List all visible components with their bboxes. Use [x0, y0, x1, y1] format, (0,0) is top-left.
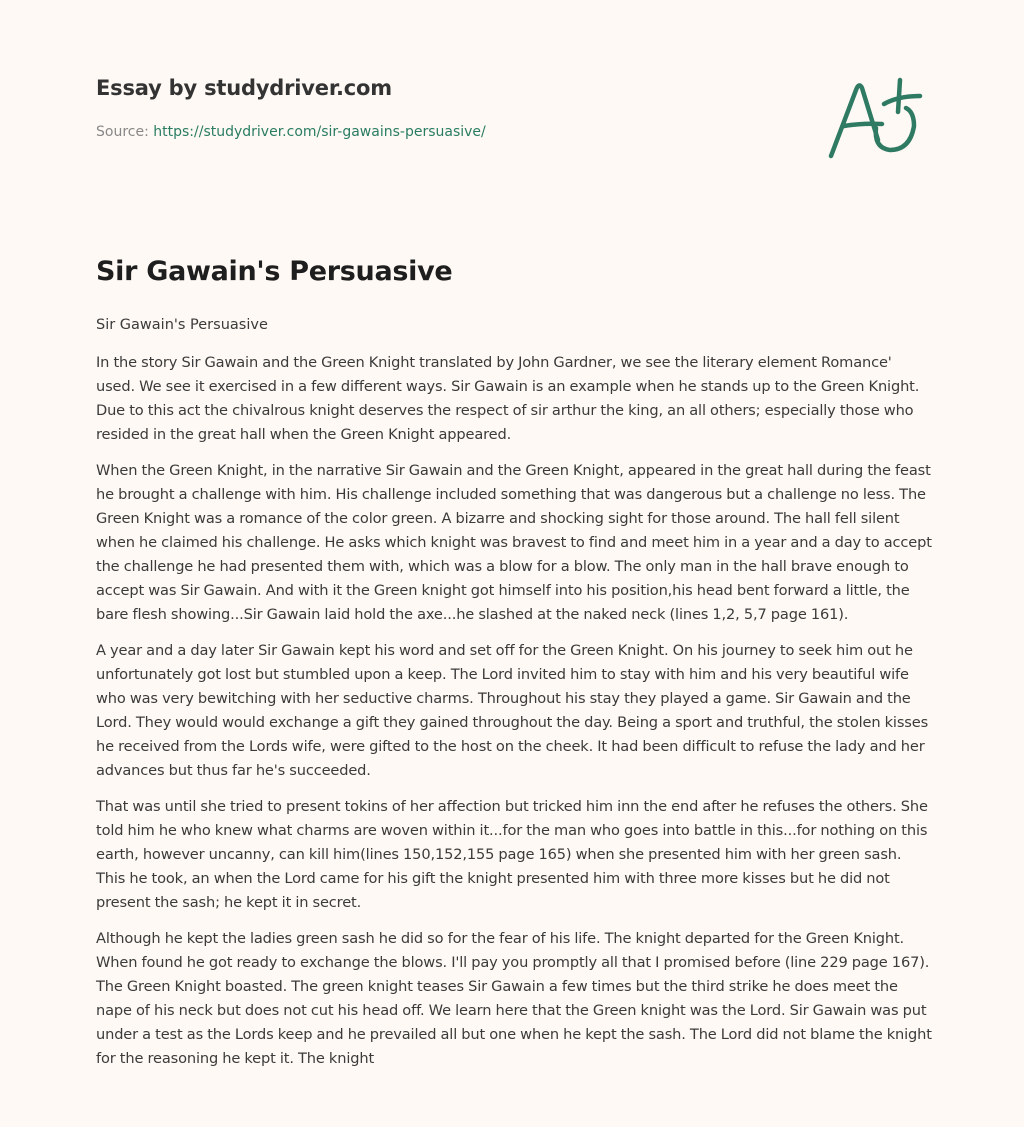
essay-body: [96, 351, 932, 1083]
source-label: Source:: [96, 124, 149, 140]
brand-title: Essay by studydriver.com: [96, 76, 392, 100]
essay-title: Sir Gawain's Persuasive: [96, 256, 453, 287]
page-header: [96, 0, 936, 200]
essay-subtitle: Sir Gawain's Persuasive: [96, 317, 268, 333]
essay-paragraph: Although he kept the ladies green sash he did so for the fear of his life. The knight departed for the Green Knight. When found he got ready to exchange the blows. I'll pay you promptly all that I promised before (line 229 page 167). The Green Knight boasted. The green knight teases Sir Gawain a few times but the third strike he does meet the nape of his neck but does not cut his head off. We learn here that the Green knight was the Lord. Sir Gawain was put under a test as the Lords keep and he prevailed all but one when he kept the sash. The Lord did not blame the knight for the reasoning he kept it. The knight: [96, 930, 932, 1067]
source-line: [96, 124, 486, 140]
a-plus-grade-icon: [826, 68, 926, 164]
source-link[interactable]: https://studydriver.com/sir-gawains-persuasive/: [153, 124, 486, 140]
essay-paragraph: That was until she tried to present tokins of her affection but tricked him inn the end after he refuses the others. She told him he who knew what charms are woven within it...for the man who goes into battle in this...for nothing on this earth, however uncanny, can kill him(lines 150,152,155 page 165) when she presented him with her green sash. This he took, an when the Lord came for his gift the knight presented him with three more kisses but he did not present the sash; he kept it in secret.: [96, 798, 928, 911]
essay-paragraph: When the Green Knight, in the narrative Sir Gawain and the Green Knight, appeared in the great hall during the feast he brought a challenge with him. His challenge included something that was dangerous but a challenge no less. The Green Knight was a romance of the color green. A bizarre and shocking sight for those around. The hall fell silent when he claimed his challenge. He asks which knight was bravest to find and meet him in a year and a day to accept the challenge he had presented them with, which was a blow for a blow. The only man in the hall brave enough to accept was Sir Gawain. And with it the Green knight got himself into his position,his head bent forward a little, the bare flesh showing...Sir Gawain laid hold the axe...he slashed at the naked neck (lines 1,2, 5,7 page 161).: [96, 462, 932, 623]
essay-paragraph: In the story Sir Gawain and the Green Knight translated by John Gardner, we see the literary element Romance' used. We see it exercised in a few different ways. Sir Gawain is an example when he stands up to the Green Knight. Due to this act the chivalrous knight deserves the respect of sir arthur the king, an all others; especially those who resided in the great hall when the Green Knight appeared.: [96, 354, 920, 443]
essay-paragraph: A year and a day later Sir Gawain kept his word and set off for the Green Knight. On his journey to seek him out he unfortunately got lost but stumbled upon a keep. The Lord invited him to stay with him and his very beautiful wife who was very bewitching with her seductive charms. Throughout his stay they played a game. Sir Gawain and the Lord. They would would exchange a gift they gained throughout the day. Being a sport and truthful, the stolen kisses he received from the Lords wife, were gifted to the host on the cheek. It had been difficult to refuse the lady and her advances but thus far he's succeeded.: [96, 642, 929, 779]
essay-page: [96, 0, 936, 1067]
